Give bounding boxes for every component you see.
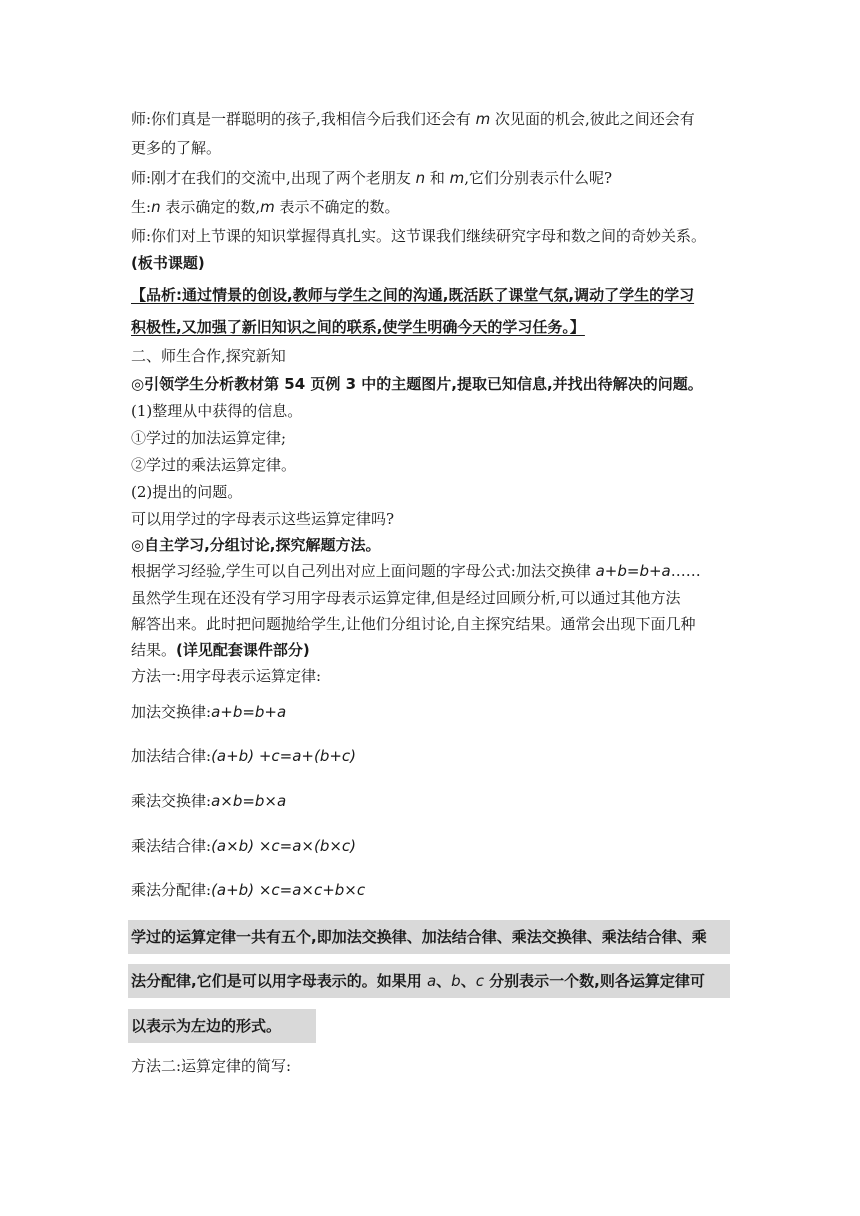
list-item: ②学过的乘法运算定律。 <box>131 456 297 474</box>
method-two-heading: 方法二:运算定律的简写: <box>131 1057 292 1075</box>
step-heading: ◎引领学生分析教材第 54 页例 3 中的主题图片,提取已知信息,并找出待解决的问题。 <box>131 375 703 393</box>
section-heading: 二、师生合作,探究新知 <box>131 347 286 365</box>
summary-line: 学过的运算定律一共有五个,即加法交换律、加法结合律、乘法交换律、乘法结合律、乘 <box>131 928 707 946</box>
analysis-note: 【品析:通过情景的创设,教师与学生之间的沟通,既活跃了课堂气氛,调动了学生的学习 <box>131 286 695 304</box>
paragraph-line: 生:n 表示确定的数,m 表示不确定的数。 <box>131 198 400 216</box>
law-mul-associative: 乘法结合律:(a×b) ×c=a×(b×c) <box>131 837 357 855</box>
paragraph-line: 更多的了解。 <box>131 139 222 157</box>
summary-line: 以表示为左边的形式。 <box>131 1017 282 1035</box>
law-add-associative: 加法结合律:(a+b) +c=a+(b+c) <box>131 747 357 765</box>
paragraph-line: (2)提出的问题。 <box>131 483 243 501</box>
paragraph-line: 师:你们真是一群聪明的孩子,我相信今后我们还会有 m 次见面的机会,彼此之间还会有 <box>131 110 695 128</box>
board-title-note: (板书课题) <box>131 254 205 272</box>
paragraph-line: 根据学习经验,学生可以自己列出对应上面问题的字母公式:加法交换律 a+b=b+a…… <box>131 562 701 580</box>
summary-line: 法分配律,它们是可以用字母表示的。如果用 a、b、c 分别表示一个数,则各运算定律可 <box>131 972 705 990</box>
paragraph-line: 师:你们对上节课的知识掌握得真扎实。这节课我们继续研究字母和数之间的奇妙关系。 <box>131 227 707 245</box>
paragraph-line: 解答出来。此时把问题抛给学生,让他们分组讨论,自主探究结果。通常会出现下面几种 <box>131 615 696 633</box>
list-item: ①学过的加法运算定律; <box>131 429 287 447</box>
step-heading: ◎自主学习,分组讨论,探究解题方法。 <box>131 536 381 554</box>
paragraph-line: 可以用学过的字母表示这些运算定律吗? <box>131 510 395 528</box>
paragraph-line: 虽然学生现在还没有学习用字母表示运算定律,但是经过回顾分析,可以通过其他方法 <box>131 589 681 607</box>
paragraph-line: 方法一:用字母表示运算定律: <box>131 667 322 685</box>
analysis-note: 积极性,又加强了新旧知识之间的联系,使学生明确今天的学习任务。】 <box>131 318 585 336</box>
paragraph-line: 师:刚才在我们的交流中,出现了两个老朋友 n 和 m,它们分别表示什么呢? <box>131 169 613 187</box>
law-mul-commutative: 乘法交换律:a×b=b×a <box>131 792 287 810</box>
paragraph-line: (1)整理从中获得的信息。 <box>131 402 303 420</box>
law-mul-distributive: 乘法分配律:(a+b) ×c=a×c+b×c <box>131 881 366 899</box>
law-add-commutative: 加法交换律:a+b=b+a <box>131 703 287 721</box>
paragraph-line: 结果。(详见配套课件部分) <box>131 641 310 659</box>
